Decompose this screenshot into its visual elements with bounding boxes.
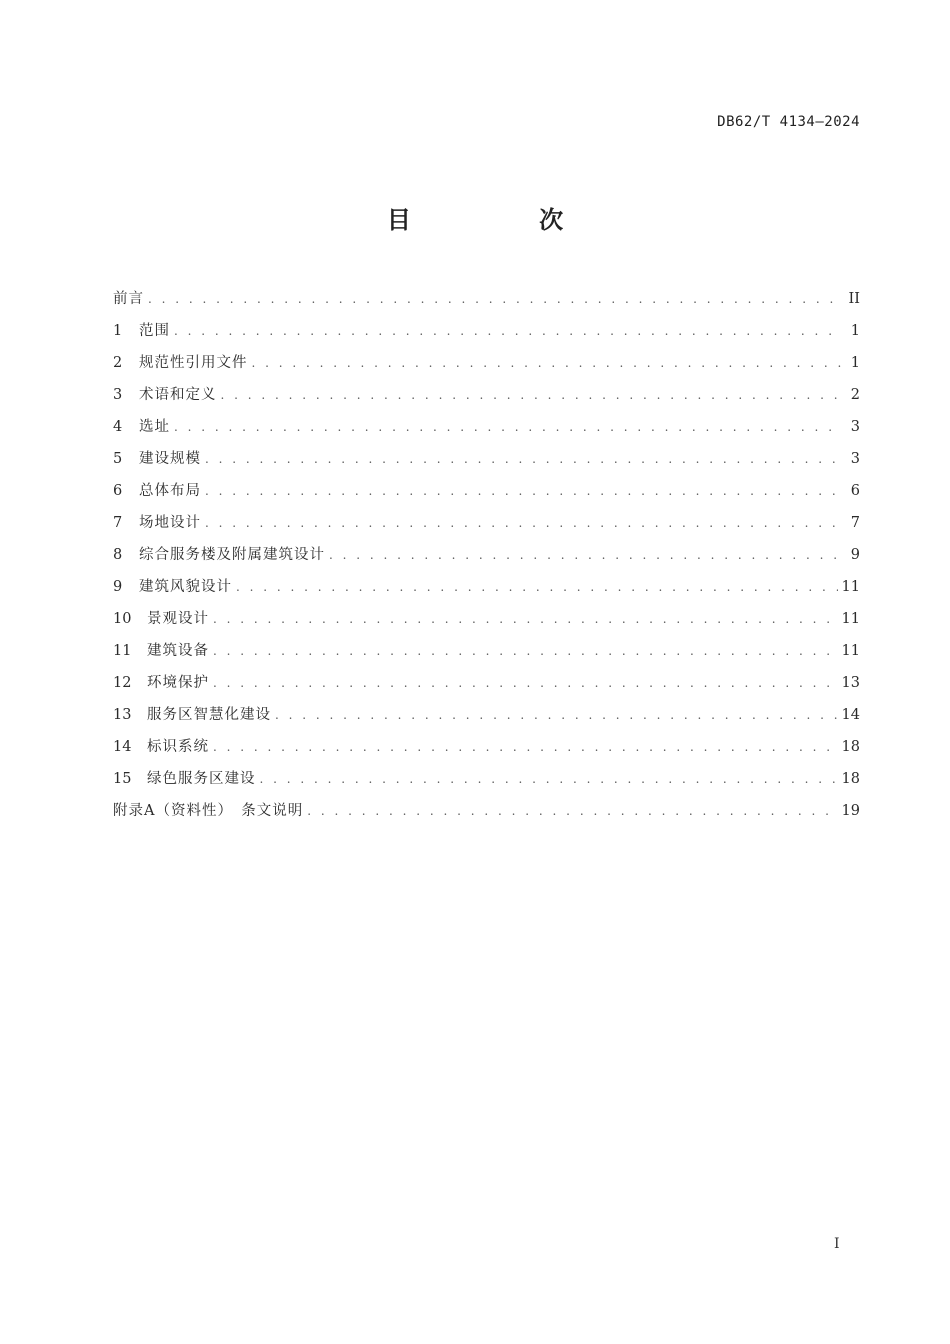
toc-entry-label: 景观设计 — [147, 611, 209, 627]
toc-entry-appendix-a[interactable] — [113, 800, 860, 832]
toc-entry-page: 1 — [850, 355, 860, 371]
toc-leader-dots — [221, 384, 843, 406]
toc-entry-page: 7 — [850, 515, 860, 531]
page-number: I — [834, 1236, 840, 1252]
toc-entry-label: 范围 — [139, 323, 170, 339]
toc-entry-label: 建筑设备 — [147, 643, 209, 659]
toc-entry-page: 13 — [841, 675, 860, 691]
toc-entry-label: 选址 — [139, 419, 170, 435]
toc-entry-foreword[interactable] — [113, 288, 860, 320]
toc-entry-1[interactable] — [113, 320, 860, 352]
toc-entry-number: 11 — [113, 643, 132, 659]
toc-leader-dots — [275, 704, 838, 726]
toc-entry-label: 规范性引用文件 — [139, 355, 248, 371]
toc-leader-dots — [174, 416, 842, 438]
toc-entry-number: 13 — [113, 707, 132, 723]
toc-entry-page: 18 — [841, 771, 860, 787]
toc-entry-number: 15 — [113, 771, 132, 787]
toc-entry-label: 综合服务楼及附属建筑设计 — [139, 547, 325, 563]
toc-entry-page: 14 — [841, 707, 860, 723]
table-of-contents — [113, 288, 860, 832]
toc-entry-number: 7 — [113, 515, 123, 531]
toc-entry-label: 建设规模 — [139, 451, 201, 467]
toc-entry-9[interactable] — [113, 576, 860, 608]
toc-leader-dots — [236, 576, 838, 598]
toc-entry-number: 10 — [113, 611, 132, 627]
toc-entry-12[interactable] — [113, 672, 860, 704]
toc-entry-8[interactable] — [113, 544, 860, 576]
document-code: DB62/T 4134—2024 — [717, 114, 860, 130]
toc-entry-number: 14 — [113, 739, 132, 755]
toc-entry-label: 附录A（资料性） 条文说明 — [113, 803, 304, 819]
toc-entry-number: 3 — [113, 387, 123, 403]
toc-entry-page: 3 — [850, 451, 860, 467]
toc-entry-page: 3 — [850, 419, 860, 435]
toc-entry-page: 18 — [841, 739, 860, 755]
toc-entry-number: 9 — [113, 579, 123, 595]
toc-entry-label: 场地设计 — [139, 515, 201, 531]
toc-entry-10[interactable] — [113, 608, 860, 640]
toc-entry-number: 5 — [113, 451, 123, 467]
toc-entry-number: 8 — [113, 547, 123, 563]
toc-leader-dots — [252, 352, 843, 374]
toc-leader-dots — [174, 320, 842, 342]
toc-leader-dots — [205, 512, 842, 534]
toc-entry-number: 4 — [113, 419, 123, 435]
toc-leader-dots — [205, 448, 842, 470]
toc-entry-page: 1 — [850, 323, 860, 339]
toc-entry-6[interactable] — [113, 480, 860, 512]
toc-entry-number: 6 — [113, 483, 123, 499]
toc-leader-dots — [205, 480, 842, 502]
toc-entry-2[interactable] — [113, 352, 860, 384]
toc-entry-7[interactable] — [113, 512, 860, 544]
toc-entry-13[interactable] — [113, 704, 860, 736]
toc-entry-5[interactable] — [113, 448, 860, 480]
toc-leader-dots — [213, 736, 838, 758]
toc-entry-page: 9 — [850, 547, 860, 563]
toc-leader-dots — [307, 800, 837, 822]
toc-entry-3[interactable] — [113, 384, 860, 416]
toc-entry-14[interactable] — [113, 736, 860, 768]
toc-entry-page: 11 — [841, 611, 860, 627]
toc-entry-page: II — [848, 291, 860, 307]
toc-entry-label: 环境保护 — [147, 675, 209, 691]
toc-leader-dots — [148, 288, 842, 310]
toc-entry-label: 绿色服务区建设 — [147, 771, 256, 787]
toc-entry-label: 建筑风貌设计 — [139, 579, 232, 595]
toc-entry-page: 6 — [850, 483, 860, 499]
page-title: 目 次 — [386, 206, 624, 234]
toc-leader-dots — [213, 672, 838, 694]
toc-entry-label: 术语和定义 — [139, 387, 217, 403]
toc-entry-number: 2 — [113, 355, 123, 371]
toc-leader-dots — [260, 768, 838, 790]
toc-entry-15[interactable] — [113, 768, 860, 800]
toc-entry-page: 11 — [841, 643, 860, 659]
toc-leader-dots — [213, 608, 838, 630]
toc-entry-label: 总体布局 — [139, 483, 201, 499]
toc-entry-label: 前言 — [113, 291, 144, 307]
toc-leader-dots — [213, 640, 838, 662]
toc-entry-4[interactable] — [113, 416, 860, 448]
toc-entry-11[interactable] — [113, 640, 860, 672]
toc-leader-dots — [329, 544, 842, 566]
toc-entry-label: 标识系统 — [147, 739, 209, 755]
toc-entry-page: 2 — [850, 387, 860, 403]
toc-entry-number: 1 — [113, 323, 123, 339]
toc-entry-page: 11 — [841, 579, 860, 595]
toc-entry-page: 19 — [841, 803, 860, 819]
toc-entry-label: 服务区智慧化建设 — [147, 707, 271, 723]
toc-entry-number: 12 — [113, 675, 132, 691]
